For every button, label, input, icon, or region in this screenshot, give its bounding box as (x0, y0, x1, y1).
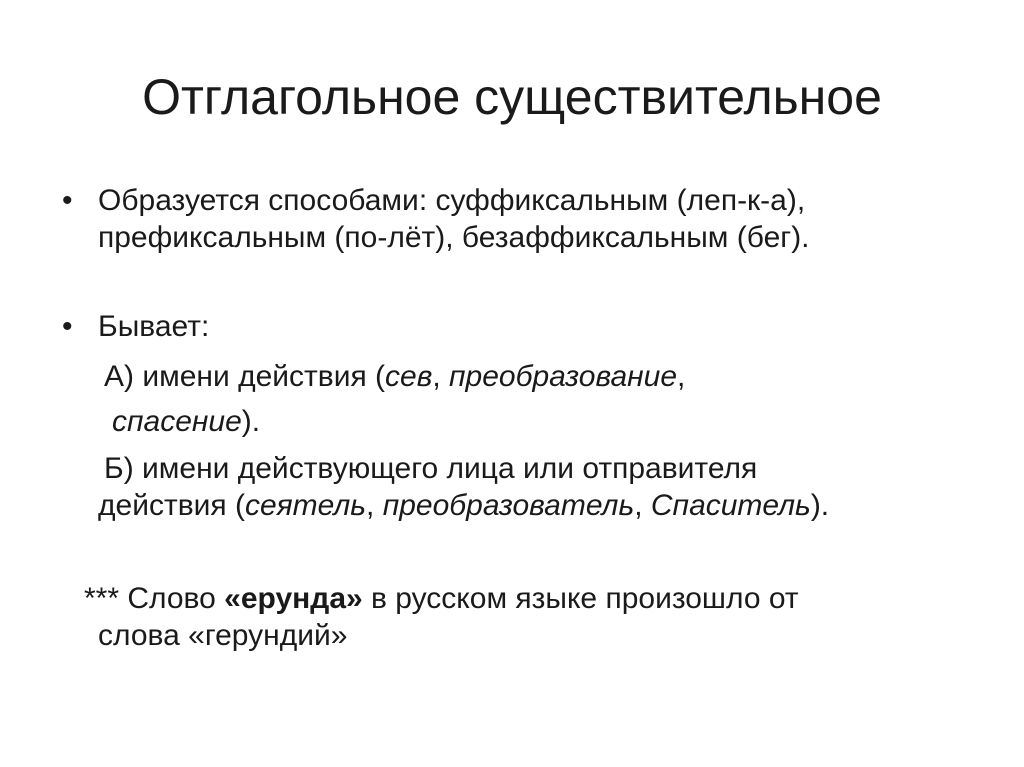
example-word: преобразователь (382, 489, 635, 522)
slide-title: Отглагольное существительное (142, 69, 882, 125)
type-a-prefix: А) имени действия ( (104, 360, 386, 393)
example-word: Спаситель (650, 489, 811, 522)
formation-line-1: Образуется способами: суффиксальным (леп-к-а), (98, 184, 806, 217)
bullet-marker: • (62, 310, 73, 343)
example-word: сеятель (244, 489, 367, 522)
type-b-line-2: действия (сеятель, преобразователь, Спаситель). (98, 489, 830, 522)
bullet-types-heading: Бывает: (98, 310, 210, 343)
type-a-line-2: спасение). (112, 405, 261, 438)
note-line-2: слова «герундий» (98, 619, 348, 652)
etymology-note (84, 580, 799, 654)
bullet-formation (98, 182, 810, 256)
example-word: преобразование (449, 360, 678, 393)
type-b-line-1: Б) имени действующего лица или отправителя (104, 452, 758, 485)
note-bold-word: «ерунда» (224, 582, 363, 615)
formation-line-2: префиксальным (по-лёт), безаффиксальным (бег). (98, 221, 810, 254)
type-b (98, 450, 829, 524)
type-a-line-1: А) имени действия (сев, преобразование, (104, 360, 686, 393)
example-word: спасение (112, 405, 242, 438)
note-line-1: *** Слово «ерунда» в русском языке произошло от (84, 582, 799, 615)
example-word: сев (385, 360, 433, 393)
bullet-marker: • (62, 184, 73, 217)
